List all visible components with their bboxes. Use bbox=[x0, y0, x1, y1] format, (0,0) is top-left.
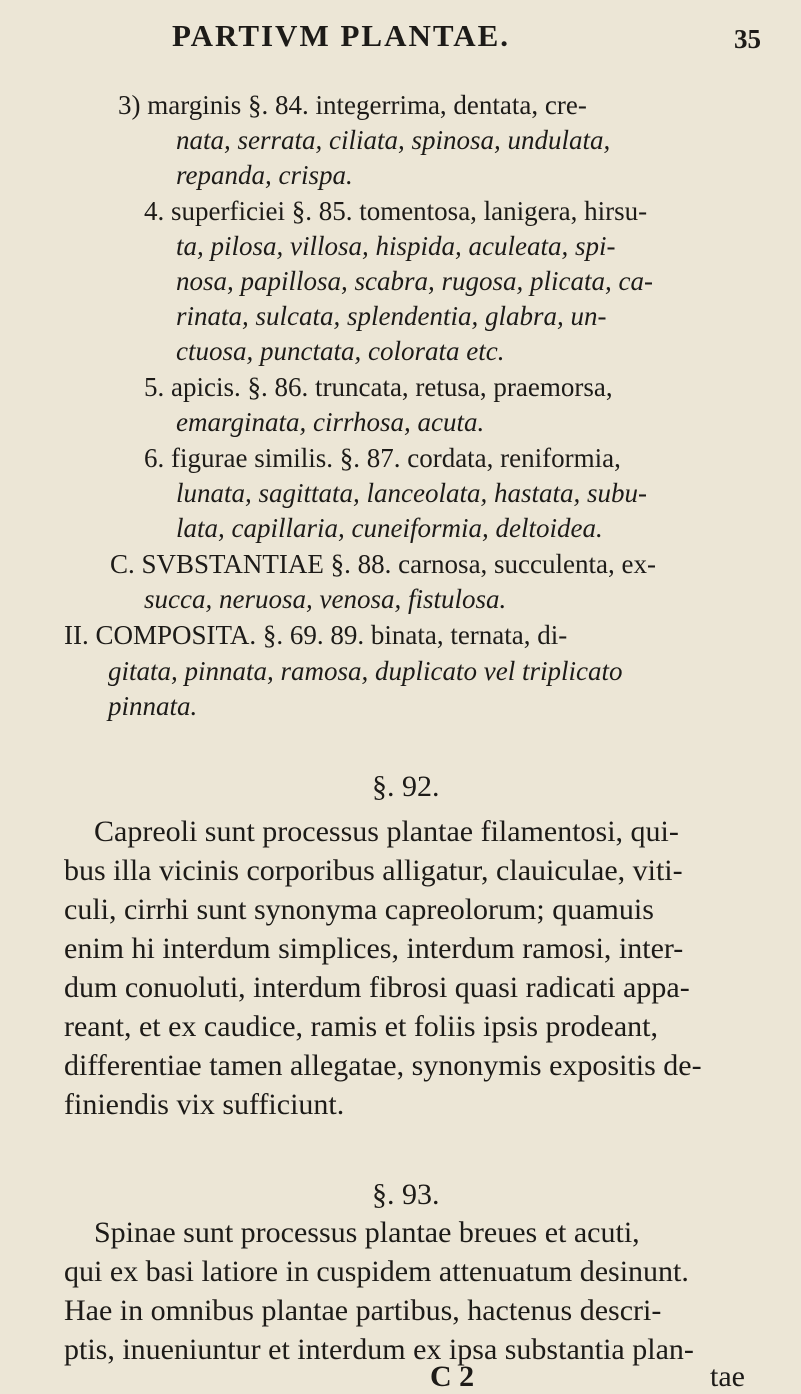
list-line: pinnata. bbox=[108, 691, 198, 721]
list-line: C. SVBSTANTIAE §. 88. carnosa, succulenta, ex- bbox=[110, 549, 656, 579]
paragraph-line: differentiae tamen allegatae, synonymis expositis de- bbox=[64, 1049, 702, 1082]
list-line: repanda, crispa. bbox=[176, 160, 353, 190]
paragraph-line: culi, cirrhi sunt synonyma capreolorum; quamuis bbox=[64, 893, 654, 926]
paragraph-line: reant, et ex caudice, ramis et foliis ipsis prodeant, bbox=[64, 1010, 658, 1043]
list-line: lata, capillaria, cuneiformia, deltoidea. bbox=[176, 513, 603, 543]
section-heading: §. 93. bbox=[372, 1178, 440, 1211]
list-line: 5. apicis. §. 86. truncata, retusa, praemorsa, bbox=[144, 372, 613, 402]
paragraph-line: Spinae sunt processus plantae breues et acuti, bbox=[94, 1216, 640, 1249]
page-header bbox=[0, 14, 801, 60]
list-line: lunata, sagittata, lanceolata, hastata, subu- bbox=[176, 478, 647, 508]
list-line: nosa, papillosa, scabra, rugosa, plicata, ca- bbox=[176, 266, 653, 296]
paragraph-line: ptis, inueniuntur et interdum ex ipsa substantia plan- bbox=[64, 1333, 694, 1366]
list-line: rinata, sulcata, splendentia, glabra, un- bbox=[176, 301, 607, 331]
list-line: ctuosa, punctata, colorata etc. bbox=[176, 336, 505, 366]
page-number: 35 bbox=[734, 24, 761, 54]
paragraph-line: finiendis vix sufficiunt. bbox=[64, 1088, 345, 1121]
list-line: 6. figurae similis. §. 87. cordata, reniformia, bbox=[144, 443, 621, 473]
list-line: II. COMPOSITA. §. 69. 89. binata, ternata, di- bbox=[64, 620, 568, 650]
paragraph-line: enim hi interdum simplices, interdum ramosi, inter- bbox=[64, 932, 684, 965]
catchword: tae bbox=[710, 1360, 745, 1393]
list-line: 4. superficiei §. 85. tomentosa, lanigera, hirsu- bbox=[144, 196, 648, 226]
list-line: 3) marginis §. 84. integerrima, dentata, cre- bbox=[118, 90, 587, 120]
list-line: nata, serrata, ciliata, spinosa, undulata, bbox=[176, 125, 611, 155]
list-line: gitata, pinnata, ramosa, duplicato vel triplicato bbox=[108, 656, 623, 686]
paragraph-line: bus illa vicinis corporibus alligatur, clauiculae, viti- bbox=[64, 854, 683, 887]
signature-mark: C 2 bbox=[430, 1360, 475, 1393]
paragraph-line: dum conuoluti, interdum fibrosi quasi radicati appa- bbox=[64, 971, 690, 1004]
paragraph-line: qui ex basi latiore in cuspidem attenuatum desinunt. bbox=[64, 1255, 689, 1288]
list-line: succa, neruosa, venosa, fistulosa. bbox=[144, 584, 507, 614]
list-line: emarginata, cirrhosa, acuta. bbox=[176, 407, 485, 437]
list-line: ta, pilosa, villosa, hispida, aculeata, spi- bbox=[176, 231, 616, 261]
paragraph-line: Capreoli sunt processus plantae filamentosi, qui- bbox=[94, 815, 679, 848]
section-heading: §. 92. bbox=[372, 770, 440, 803]
running-title: PARTIVM PLANTAE. bbox=[172, 18, 511, 53]
paragraph-line: Hae in omnibus plantae partibus, hactenus descri- bbox=[64, 1294, 662, 1327]
